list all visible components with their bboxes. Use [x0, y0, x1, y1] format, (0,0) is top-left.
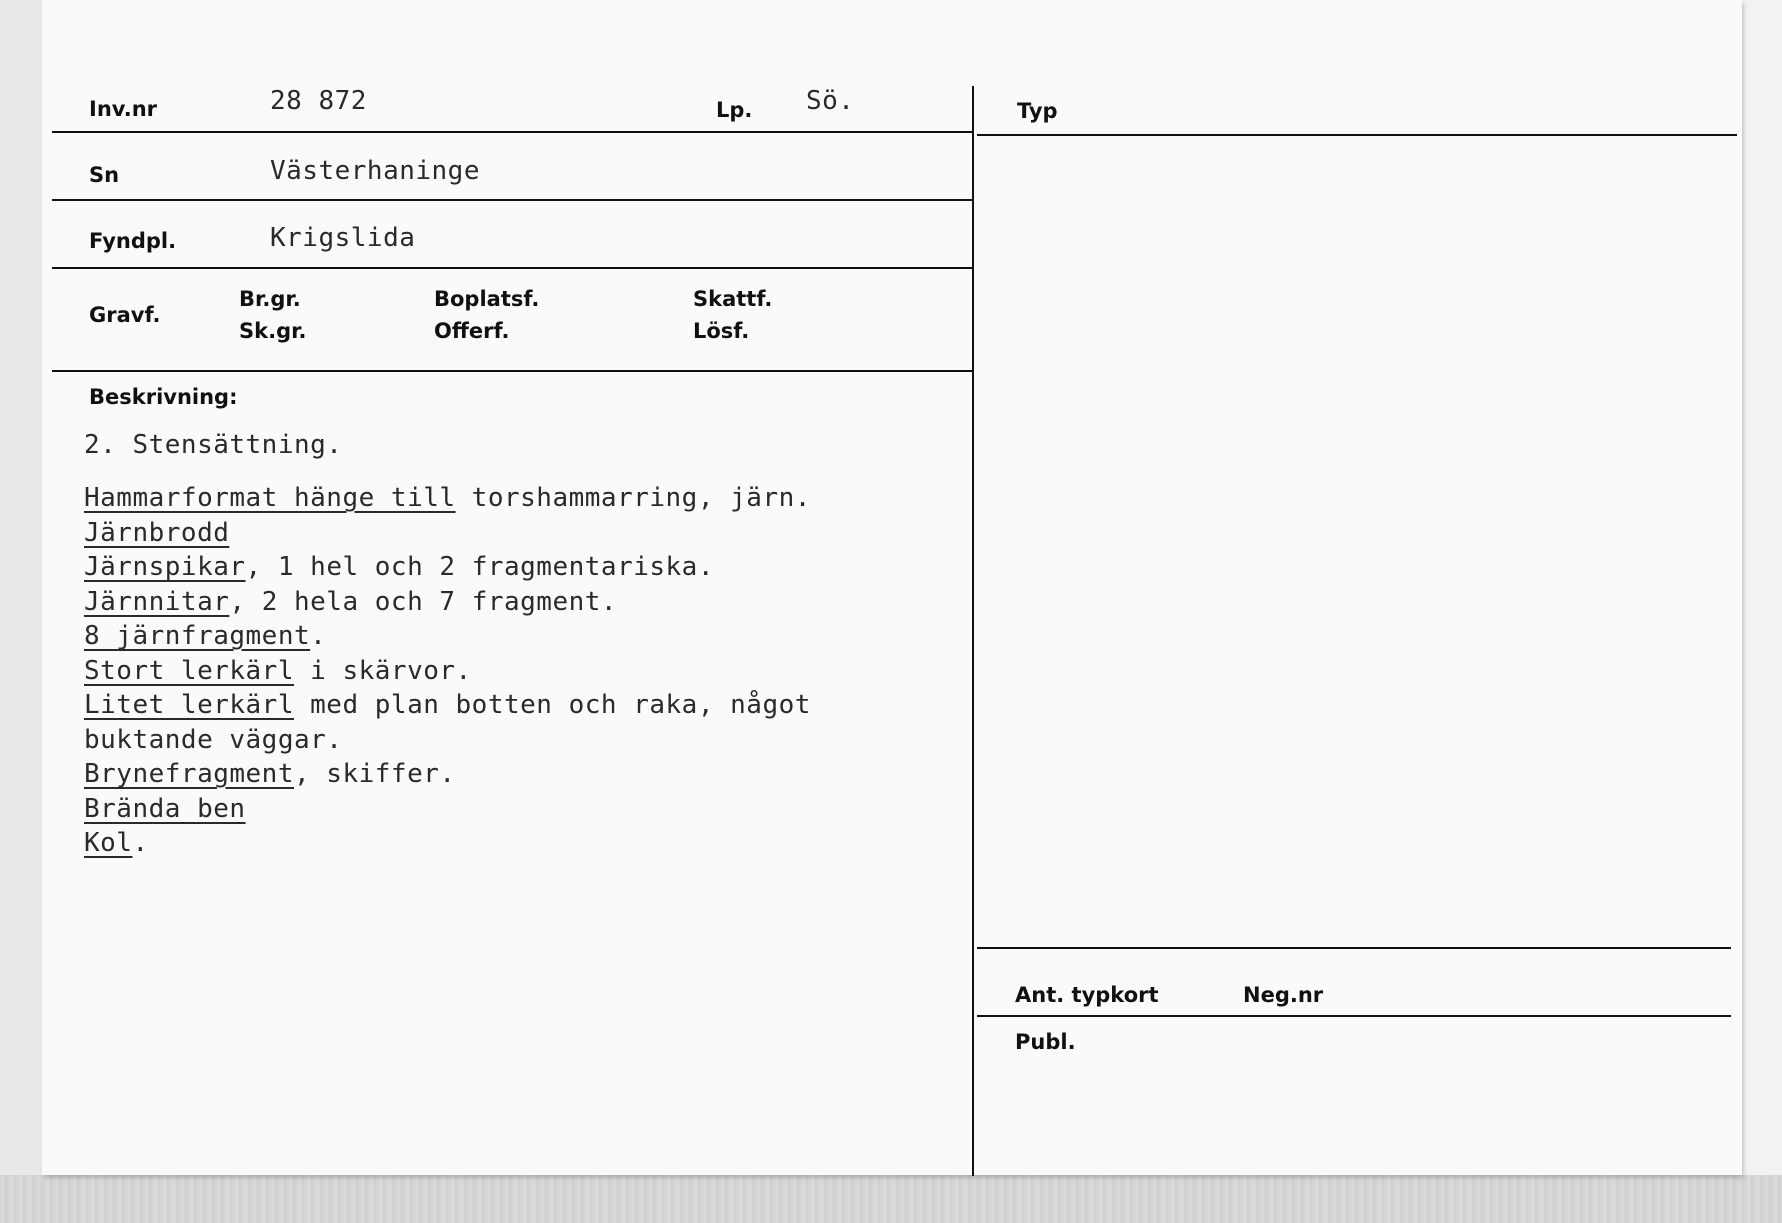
divider-gravf-row [52, 370, 972, 372]
description-item-rest: torshammarring, järn. [455, 483, 811, 513]
inv-nr-label: Inv.nr [89, 97, 158, 121]
description-item-rest: . [310, 621, 327, 651]
description-item-rest: , skiffer. [294, 759, 456, 789]
column-divider [972, 86, 974, 1176]
sn-label: Sn [89, 163, 120, 187]
divider-publ-top [977, 1015, 1731, 1017]
description-item-underlined: Brynefragment [84, 759, 294, 789]
gravf-label: Gravf. [89, 303, 161, 327]
divider-sn-row [52, 199, 972, 201]
skgr-label: Sk.gr. [239, 319, 307, 343]
lp-value: Sö. [806, 86, 855, 116]
divider-ant-typkort-top [977, 947, 1731, 949]
background-right [1742, 0, 1782, 1223]
description-item-underlined: Litet lerkärl [84, 690, 294, 720]
description-item-underlined: Järnspikar [84, 552, 246, 582]
description-item-underlined: Stort lerkärl [84, 655, 294, 686]
description-item [84, 723, 811, 758]
description-item-rest: buktande väggar. [84, 724, 343, 755]
inv-nr-value: 28 872 [270, 86, 367, 116]
divider-inv-row [52, 131, 972, 133]
description-item [84, 481, 811, 516]
description-item [84, 516, 811, 551]
description-item-rest: . [132, 828, 149, 858]
publ-label: Publ. [1015, 1030, 1076, 1054]
description-item [84, 585, 811, 620]
divider-typ-header [977, 134, 1737, 136]
background-bottom [0, 1175, 1782, 1223]
divider-fyndpl-row [52, 267, 972, 269]
description-item [84, 792, 811, 827]
skattf-label: Skattf. [693, 287, 773, 311]
description-item-underlined: Kol [84, 828, 133, 858]
losf-label: Lösf. [693, 319, 750, 343]
description-item-underlined: 8 järnfragment [84, 621, 311, 651]
description-item-rest: med plan botten och raka, något [294, 690, 811, 720]
description-list [84, 481, 811, 861]
description-item-underlined: Hammarformat hänge till [84, 483, 456, 513]
description-item [84, 688, 811, 723]
offerf-label: Offerf. [434, 319, 510, 343]
typ-label: Typ [1017, 99, 1058, 123]
description-item [84, 654, 811, 689]
ant-typkort-label: Ant. typkort [1015, 983, 1159, 1007]
description-item-underlined: Järnbrodd [84, 517, 230, 548]
description-item [84, 619, 811, 654]
brgr-label: Br.gr. [239, 287, 301, 311]
fyndpl-value: Krigslida [270, 223, 416, 253]
lp-label: Lp. [716, 98, 753, 122]
description-heading: 2. Stensättning. [84, 430, 343, 460]
neg-nr-label: Neg.nr [1243, 983, 1324, 1007]
description-item [84, 757, 811, 792]
description-item-rest: i skärvor. [294, 655, 472, 686]
fyndpl-label: Fyndpl. [89, 229, 177, 253]
description-item-rest: , 1 hel och 2 fragmentariska. [245, 552, 714, 582]
description-item-underlined: Brända ben [84, 793, 246, 824]
sn-value: Västerhaninge [270, 156, 480, 186]
description-item [84, 550, 811, 585]
beskrivning-label: Beskrivning: [89, 385, 238, 409]
description-item [84, 826, 811, 861]
description-item-underlined: Järnnitar [84, 586, 230, 617]
description-item-rest: , 2 hela och 7 fragment. [229, 586, 618, 617]
boplatsf-label: Boplatsf. [434, 287, 540, 311]
